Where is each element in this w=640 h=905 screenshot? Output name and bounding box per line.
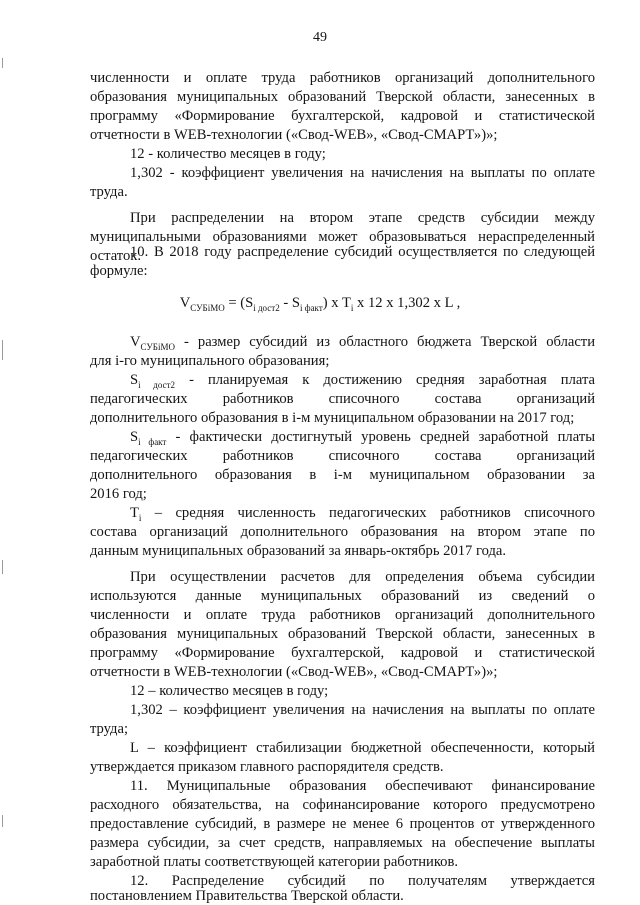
paragraph-line: отчетности в WEB-технологии («Свод-WEB», «Свод-СМАРТ»)»; (90, 127, 498, 143)
paragraph-line: программу «Формирование бухгалтерской, кадровой и статистической (90, 108, 595, 124)
paragraph-line: При распределении на втором этапе средств субсидии между (130, 210, 595, 226)
symbol-s-sub: i дост2 (138, 379, 176, 390)
paragraph-line: дополнительного образования в i-м муниципальном образовании за (90, 467, 595, 483)
formula-s1-sub: i дост2 (253, 302, 280, 313)
paragraph-line: 2016 год; (90, 486, 147, 502)
symbol-v-sub: СУБiМО (140, 341, 175, 352)
paragraph-line: При осуществлении расчетов для определения объема субсидии (130, 569, 595, 585)
paragraph-line: утверждается приказом главного распорядителя средств. (90, 759, 444, 775)
symbol-t: T (130, 505, 139, 521)
paragraph-line: для i-го муниципального образования; (90, 353, 330, 369)
scan-edge-mark (2, 560, 3, 574)
paragraph-line: 11. Муниципальные образования обеспечивают финансирование (130, 778, 595, 794)
formula-mid: ) x T (322, 295, 351, 311)
paragraph-line: труда. (90, 184, 128, 200)
formula-tail: x 12 x 1,302 x L , (353, 295, 461, 311)
paragraph-line: численности и оплате труда работников организаций дополнительного (90, 70, 595, 86)
formula-s2-sub: i факт (299, 302, 323, 313)
scan-edge-mark (2, 58, 3, 68)
paragraph-line: образования муниципальных образований Тверской области, занесенных в (90, 89, 595, 105)
paragraph-line: постановлением Правительства Тверской области. (90, 888, 404, 904)
paragraph-line: образования муниципальных образований Тверской области, занесенных в (90, 626, 595, 642)
paragraph-line: остаток. (90, 248, 142, 264)
paragraph-line: педагогических работников списочного состава организаций (90, 391, 595, 407)
paragraph-line: L – коэффициент стабилизации бюджетной обеспеченности, который (130, 740, 595, 756)
paragraph-line: данным муниципальных образований за январь-октябрь 2017 года. (90, 543, 507, 559)
paragraph-line: размера субсидии, за счет средств, направляемых на обеспечение выплаты (90, 835, 595, 851)
formula-minus: - S (279, 295, 300, 311)
definition-line: $V_{СУБiМО}$ - размер субсидий из областного бюджета Тверской области (130, 334, 595, 352)
symbol-s-sub: i факт (138, 436, 167, 447)
paragraph-line: 1,302 - коэффициент увеличения на начисления на выплаты по оплате (130, 165, 595, 181)
paragraph-line: используются данные муниципальных образований из сведений о (90, 588, 595, 604)
paragraph-line: 12 – количество месяцев в году; (130, 683, 329, 699)
formula-v-sub: СУБiМО (190, 302, 225, 313)
scan-edge-mark (2, 815, 3, 827)
paragraph-line: численности и оплате труда работников организаций дополнительного (90, 607, 595, 623)
paragraph-line: педагогических работников списочного состава организаций (90, 448, 595, 464)
paragraph-line: муниципальными образованиями может образовываться нераспределенный (90, 229, 595, 245)
formula-v: V (179, 295, 191, 311)
paragraph-line: 12. Распределение субсидий по получателям утверждается (130, 873, 595, 889)
scan-edge-mark (2, 340, 3, 360)
symbol-v: V (130, 334, 141, 350)
paragraph-line: 10. В 2018 году распределение субсидий осуществляется по следующей (130, 244, 595, 260)
paragraph-line: 12 - количество месяцев в году; (130, 146, 326, 162)
formula-t-sub: i (350, 302, 354, 313)
paragraph-line: отчетности в WEB-технологии («Свод-WEB», «Свод-СМАРТ»)»; (90, 664, 498, 680)
definition-line: $T_i$ – средняя численность педагогических работников списочного (130, 505, 595, 523)
formula-eq: = (S (224, 295, 254, 311)
paragraph-line: заработной платы соответствующей категории работников. (90, 854, 459, 870)
paragraph-line: дополнительного образования в i-м муниципальном образовании на 2017 год; (90, 410, 575, 426)
paragraph-line: состава организаций дополнительного образования на втором этапе по (90, 524, 595, 540)
paragraph-line: расходного обязательства, на софинансирование которого предусмотрено (90, 797, 595, 813)
paragraph-line: 1,302 – коэффициент увеличения на начисления на выплаты по оплате (130, 702, 595, 718)
page-number: 49 (313, 30, 327, 45)
formula (0, 293, 640, 313)
paragraph-line: труда; (90, 721, 128, 737)
paragraph-line: предоставление субсидий, в размере не менее 6 процентов от утвержденного (90, 816, 595, 832)
symbol-t-sub: i (138, 512, 142, 523)
definition-line: $S_{i дост2}$ - планируемая к достижению средняя заработная плата (130, 372, 595, 390)
symbol-s: S (130, 429, 139, 445)
paragraph-line: формуле: (90, 263, 148, 279)
paragraph-line: программу «Формирование бухгалтерской, кадровой и статистической (90, 645, 595, 661)
symbol-s: S (130, 372, 139, 388)
definition-line: $S_{i факт}$ - фактически достигнутый уровень средней заработной платы (130, 429, 595, 447)
